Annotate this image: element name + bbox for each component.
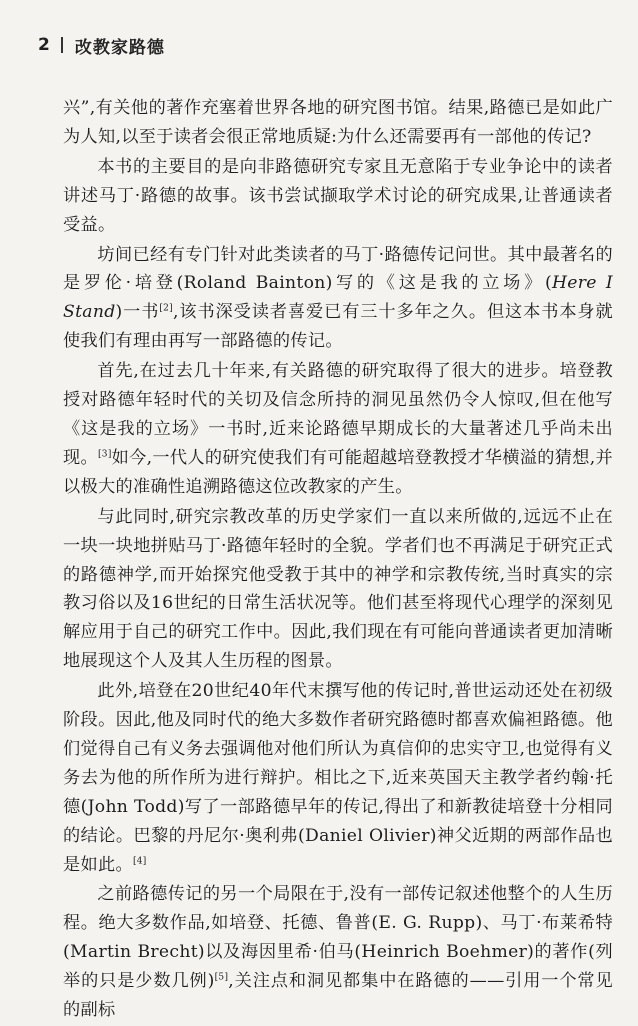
paragraph-6-text: 此外,培登在20世纪40年代末撰写他的传记时,普世运动还处在初级阶段。因此,他及同时代的绝大多数作者研究路德时都喜欢偏袒路德。他们觉得自己有义务去强调他对他们所认为真信仰的忠实守卫,也觉得有义务去为他的所作所为进行辩护。相比之下,近来英国天主教学者约翰·托德(John Todd)写了一部路德早年的传记,得出了和新教徒培登十分相同的结论。巴黎的丹尼尔·奥利弗(Daniel Olivier)神父近期的两部作品也是如此。 [63, 681, 613, 875]
paragraph-4 [63, 357, 613, 502]
paragraph-2: 本书的主要目的是向非路德研究专家且无意陷于专业争论中的读者讲述马丁·路德的故事。该书尝试撷取学术讨论的研究成果,让普通读者受益。 [63, 156, 613, 235]
paragraph-4-text-a: 首先,在过去几十年来,有关路德的研究取得了很大的进步。培登教授对路德年轻时代的关切及信念所持的洞见虽然仍令人惊叹,但在他写《这是我的立场》一书时,近来论路德早期成长的大量著述几乎尚未出现。 [63, 361, 613, 468]
footnote-ref-3[interactable]: [3] [98, 449, 112, 460]
body-text [63, 94, 613, 1026]
running-header [38, 30, 165, 60]
paragraph-4-text-b: 如今,一代人的研究使我们有可能超越培登教授才华横溢的猜想,并以极大的准确性追溯路德这位改教家的产生。 [63, 447, 613, 497]
header-divider [61, 37, 63, 53]
paragraph-3-text-b: )一书 [115, 302, 160, 323]
paragraph-3 [63, 241, 613, 357]
paragraph-3-text-c: ,该书深受读者喜爱已有三十多年之久。但这本书本身就使我们有理由再写一部路德的传记。 [63, 302, 614, 352]
paragraph-5: 与此同时,研究宗教改革的历史学家们一直以来所做的,远远不止在一块一块地拼贴马丁·路德年轻时的全貌。学者们也不再满足于研究正式的路德神学,而开始探究他受教于其中的神学和宗教传统,当时真实的宗教习俗以及16世纪的日常生活状况等。他们甚至将现代心理学的深刻见解应用于自己的研究工作中。因此,我们现在有可能向普通读者更加清晰地展现这个人及其人生历程的图景。 [63, 506, 613, 672]
book-title-italic: Here I Stand [63, 273, 613, 323]
paragraph-1: 兴”,有关他的著作充塞着世界各地的研究图书馆。结果,路德已是如此广为人知,以至于读者会很正常地质疑:为什么还需要再有一部他的传记? [63, 98, 613, 147]
page-number: 2 [38, 35, 51, 55]
paragraph-7-text-b: ,关注点和洞见都集中在路德的——引用一个常见的副标 [63, 971, 613, 1021]
footnote-ref-2[interactable]: [2] [159, 303, 173, 314]
footnote-ref-5[interactable]: [5] [214, 972, 229, 983]
paragraph-7 [63, 880, 613, 1025]
paragraph-3-text-a: 坊间已经有专门针对此类读者的马丁·路德传记问世。其中最著名的是罗伦·培登(Roland Bainton)写的《这是我的立场》( [63, 244, 613, 294]
paragraph-6 [63, 677, 613, 879]
paragraph-7-text-a: 之前路德传记的另一个局限在于,没有一部传记叙述他整个的人生历程。绝大多数作品,如培登、托德、鲁普(E. G. Rupp)、马丁·布莱希特(Martin Brecht)以及海因里希·伯马(Heinrich Boehmer)的著作(列举的只是少数几例) [63, 884, 613, 992]
footnote-ref-4[interactable]: [4] [132, 855, 147, 866]
book-title: 改教家路德 [74, 37, 165, 58]
